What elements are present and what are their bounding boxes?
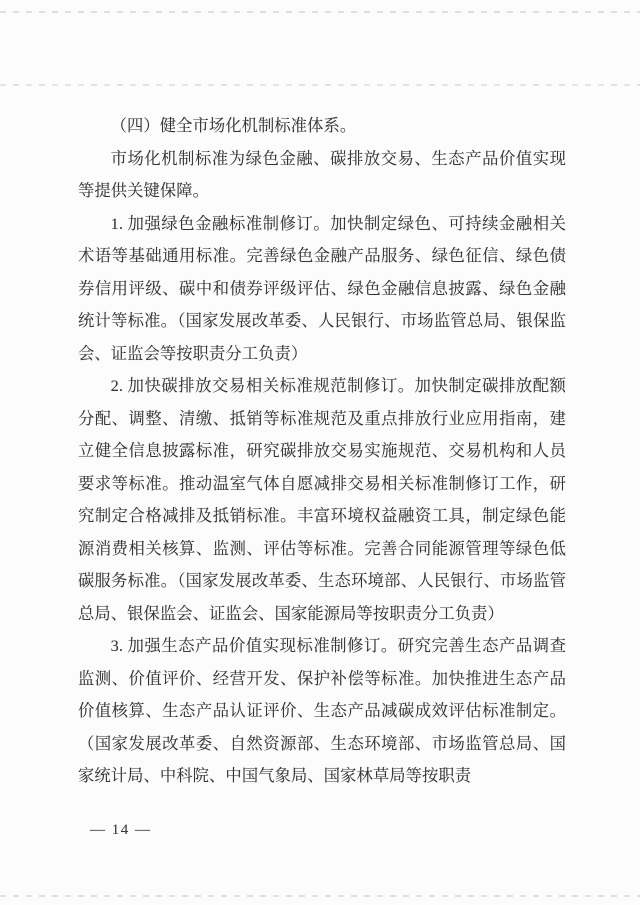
section-heading: （四）健全市场化机制标准体系。 [110,116,357,135]
body-paragraph: 3. 加强生态产品价值实现标准制修订。研究完善生态产品调查监测、价值评价、经营开发、保护补偿等标准。加快推进生态产品价值核算、生态产品认证评价、生态产品减碳成效评估标准制定。（国家发展改革委、自然资源部、生态环境部、市场监管总局、国家统计局、中科院、中国气象局、国家林草局等按职责 [78,636,566,785]
document-body [78,110,566,793]
scan-artifact-line [0,895,640,897]
body-paragraph: 市场化机制标准为绿色金融、碳排放交易、生态产品价值实现等提供关键保障。 [78,148,566,200]
body-paragraph: 1. 加强绿色金融标准制修订。加快制定绿色、可持续金融相关术语等基础通用标准。完善绿色金融产品服务、绿色征信、绿色债券信用评级、碳中和债券评级评估、绿色金融信息披露、绿色金融统计等标准。（国家发展改革委、人民银行、市场监管总局、银保监会、证监会等按职责分工负责） [78,213,566,363]
page-number: — 14 — [90,822,152,838]
scan-artifact-line [0,11,640,13]
body-paragraph: 2. 加快碳排放交易相关标准规范制修订。加快制定碳排放配额分配、调整、清缴、抵销等标准规范及重点排放行业应用指南，建立健全信息披露标准，研究碳排放交易实施规范、交易机构和人员要求等标准。推动温室气体自愿减排交易相关标准制修订工作，研究制定合格减排及抵销标准。丰富环境权益融资工具，制定绿色能源消费相关核算、监测、评估等标准。完善合同能源管理等绿色低碳服务标准。（国家发展改革委、生态环境部、人民银行、市场监管总局、银保监会、证监会、国家能源局等按职责分工负责） [78,376,566,623]
scan-artifact-line [0,84,640,86]
